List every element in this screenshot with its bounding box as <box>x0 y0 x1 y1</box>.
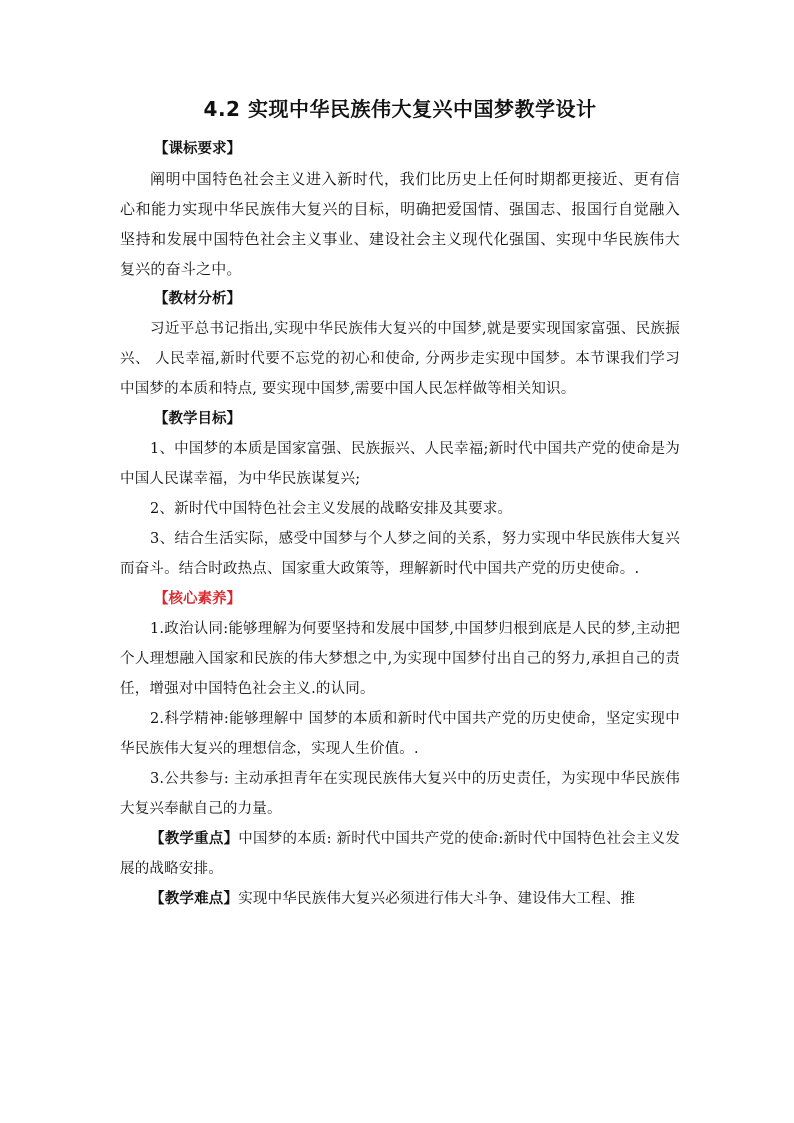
paragraph: 3、结合生活实际，感受中国梦与个人梦之间的关系，努力实现中华民族伟大复兴而奋斗。结合时政热点、国家重大政策等，理解新时代中国共产党的历史使命。. <box>120 531 680 577</box>
paragraph: 习近平总书记指出,实现中华民族伟大复兴的中国梦,就是要实现国家富强、民族振兴、 人民幸福,新时代要不忘党的初心和使命, 分两步走实现中国梦。本节课我们学习中国梦的本质和特点, 要实现中国梦,需要中国人民怎样做等相关知识。 <box>120 321 680 397</box>
paragraph: 2.科学精神:能够理解中 国梦的本质和新时代中国共产党的历史使命，坚定实现中华民族伟大复兴的理想信念，实现人生价值。. <box>120 711 680 757</box>
teaching-difficulty-heading: 【教学难点】 <box>150 891 239 907</box>
section-heading: 【教学目标】 <box>154 411 241 427</box>
teaching-difficulty <box>120 884 680 914</box>
teaching-focus-text: 中国梦的本质: 新时代中国共产党的使命:新时代中国特色社会主义发展的战略安排。 <box>120 831 681 877</box>
document-page <box>120 92 680 914</box>
paragraph: 3.公共参与: 主动承担青年在实现民族伟大复兴中的历史责任，为实现中华民族伟大复兴奉献自己的力量。 <box>120 771 680 817</box>
section-heading: 【教材分析】 <box>154 291 241 307</box>
paragraph: 1.政治认同:能够理解为何要坚持和发展中国梦,中国梦归根到底是人民的梦,主动把个人理想融入国家和民族的伟大梦想之中,为实现中国梦付出自己的努力,承担自己的责任，增强对中国特色社会主义.的认同。 <box>120 621 680 697</box>
paragraph: 2、新时代中国特色社会主义发展的战略安排及其要求。 <box>150 501 513 517</box>
section-core-competencies <box>120 584 680 824</box>
teaching-difficulty-text: 实现中华民族伟大复兴必须进行伟大斗争、建设伟大工程、推 <box>238 891 636 907</box>
section-heading-highlighted: 【核心素养】 <box>154 591 241 607</box>
section-heading: 【课标要求】 <box>154 141 241 157</box>
section-teaching-objectives <box>120 404 680 584</box>
paragraph: 阐明中国特色社会主义进入新时代，我们比历史上任何时期都更接近、更有信心和能力实现中华民族伟大复兴的目标，明确把爱国情、强国志、报国行自觉融入坚持和发展中国特色社会主义事业、建设社会主义现代化强国、实现中华民族伟大复兴的奋斗之中。 <box>120 170 680 278</box>
paragraph: 1、中国梦的本质是国家富强、民族振兴、人民幸福;新时代中国共产党的使命是为中国人民谋幸福，为中华民族谋复兴; <box>120 441 680 487</box>
teaching-focus-heading: 【教学重点】 <box>150 831 239 847</box>
document-title: 4.2 实现中华民族伟大复兴中国梦教学设计 <box>203 97 597 121</box>
teaching-focus <box>120 824 680 884</box>
section-curriculum-requirements <box>120 134 680 284</box>
section-textbook-analysis <box>120 284 680 404</box>
